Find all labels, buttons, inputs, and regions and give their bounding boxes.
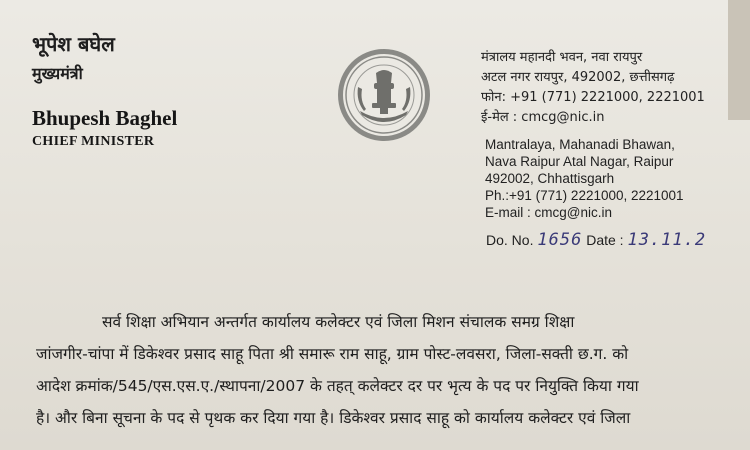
state-emblem-icon [336, 47, 432, 143]
address-english-line: Mantralaya, Mahanadi Bhawan, [485, 137, 675, 152]
date-value: 13.11.2 [627, 230, 707, 250]
address-english-line: Nava Raipur Atal Nagar, Raipur [485, 154, 674, 169]
address-hindi-line: ई-मेल : cmcg@nic.in [481, 110, 605, 125]
sender-name-english: Bhupesh Baghel [32, 106, 178, 130]
address-hindi [481, 48, 705, 128]
address-english-line: Ph.:+91 (771) 2221000, 2221001 [485, 188, 684, 203]
body-line: है। और बिना सूचना के पद से पृथक कर दिया गया है। डिकेश्वर प्रसाद साहू को कार्यालय कलेक्टर एवं जिला [36, 409, 631, 427]
address-english [485, 136, 684, 221]
date-label: Date : [586, 232, 624, 248]
body-line: सर्व शिक्षा अभियान अन्तर्गत कार्यालय कलेक्टर एवं जिला मिशन संचालक समग्र शिक्षा [102, 313, 575, 331]
address-english-line: E-mail : cmcg@nic.in [485, 205, 612, 220]
body-line: जांजगीर-चांपा में डिकेश्वर प्रसाद साहू पिता श्री समारू राम साहू, ग्राम पोस्ट-लवसरा, जिला-सक्ती छ.ग. को [36, 345, 629, 363]
address-hindi-line: फोन: +91 (771) 2221000, 2221001 [481, 90, 705, 105]
body-line: आदेश क्रमांक/545/एस.एस.ए./स्थापना/2007 के तहत् कलेक्टर दर पर भृत्य के पद पर नियुक्ति किया गया [36, 377, 639, 395]
reference-line [486, 230, 706, 250]
do-number-value: 1656 [537, 230, 583, 250]
sender-title-english: CHIEF MINISTER [32, 134, 155, 149]
sender-title-hindi: मुख्यमंत्री [32, 64, 83, 83]
sender-name-hindi: भूपेश बघेल [32, 32, 115, 56]
address-hindi-line: मंत्रालय महानदी भवन, नवा रायपुर [481, 50, 643, 65]
address-hindi-line: अटल नगर रायपुर, 492002, छत्तीसगढ़ [481, 70, 675, 85]
letter-body [36, 306, 736, 434]
paper-edge [728, 0, 750, 120]
address-english-line: 492002, Chhattisgarh [485, 171, 615, 186]
do-number-label: Do. No. [486, 232, 534, 248]
